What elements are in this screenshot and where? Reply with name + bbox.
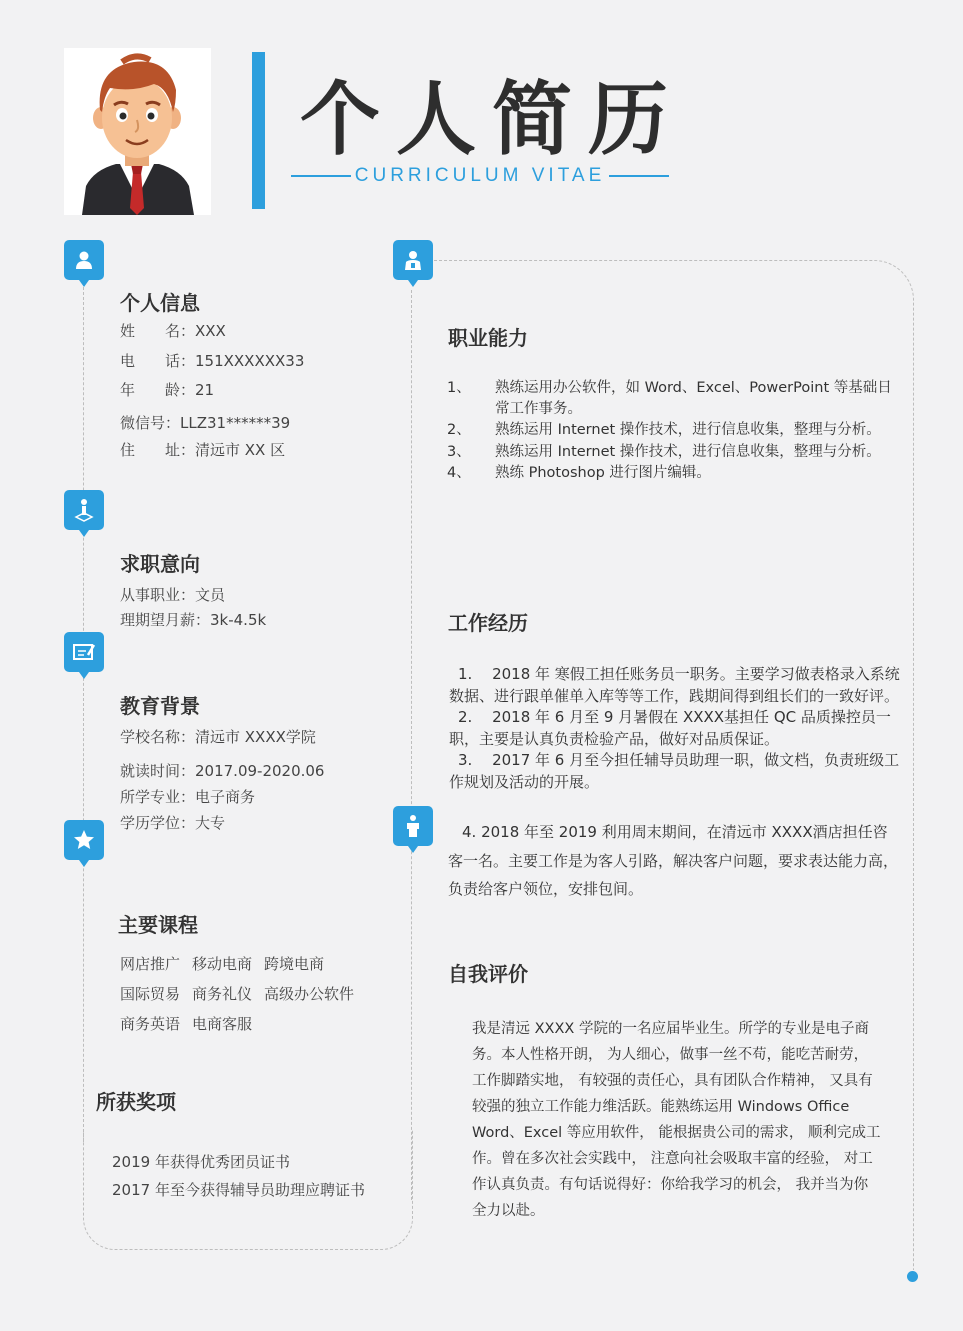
edu-school: 学校名称：清远市 XXXX学院 [120, 728, 316, 746]
course-row [120, 1013, 354, 1034]
work-heading: 工作经历 [448, 611, 528, 635]
page-title: 个人简历 [300, 73, 684, 166]
course-item: 跨境电商 [264, 955, 325, 973]
course-item: 电商客服 [192, 1015, 253, 1033]
info-wechat: 微信号：LLZ31******39 [120, 414, 291, 432]
person-icon [64, 240, 104, 280]
list-item [447, 378, 897, 419]
work-item: 3. 2017 年 6 月至今担任辅导员助理一职，做文档，负责班级工作规划及活动的开展。 [449, 751, 900, 791]
list-text: 熟练运用办公软件，如 Word、Excel、PowerPoint 等基础日常工作事务。 [495, 380, 892, 417]
list-number: 3、 [447, 443, 471, 460]
list-number: 4、 [447, 465, 471, 481]
info-age: 年 龄：21 [120, 381, 215, 399]
education-icon [64, 632, 104, 672]
left-timeline [83, 282, 84, 1142]
info-name: 姓 名：XXX [120, 322, 226, 340]
list-number: 2、 [447, 422, 471, 438]
award-item: 2017 年至今获得辅导员助理应聘证书 [112, 1181, 365, 1199]
abilities-heading: 职业能力 [448, 326, 528, 350]
info-address: 住 址：清远市 XX 区 [120, 441, 286, 459]
work-item: 4. 2018 年至 2019 利用周末期间，在清远市 XXXX酒店担任咨客一名。主要工作是为客人引路，解决客户问题，要求表达能力高，负责给客户领位，安排包间。 [448, 823, 899, 898]
course-item: 国际贸易 [120, 985, 181, 1003]
professional-icon [393, 240, 433, 280]
subtitle-row [291, 165, 669, 187]
title-accent-bar [252, 52, 265, 209]
personal-info-heading: 个人信息 [120, 291, 200, 315]
list-text: 熟练 Photoshop 进行图片编辑。 [495, 465, 711, 481]
list-number: 1、 [447, 380, 471, 396]
center-divider [411, 290, 412, 1200]
intent-job: 从事职业：文员 [120, 586, 226, 604]
star-icon [64, 820, 104, 860]
edu-major: 所学专业：电子商务 [120, 788, 256, 806]
list-text: 熟练运用 Internet 操作技术，进行信息收集，整理与分析。 [495, 443, 881, 460]
work-item: 2. 2018 年 6 月至 9 月暑假在 XXXX基担任 QC 品质操控员一职，主要是认真负责检验产品，做好对品质保证。 [449, 708, 891, 748]
courses-heading: 主要课程 [118, 913, 198, 937]
page-subtitle: CURRICULUM VITAE [354, 165, 606, 186]
abilities-list [447, 378, 897, 485]
list-item [447, 420, 897, 441]
award-item: 2019 年获得优秀团员证书 [112, 1153, 290, 1171]
course-row [120, 983, 354, 1004]
avatar [64, 48, 211, 215]
course-item: 商务礼仪 [192, 985, 253, 1003]
self-eval-heading: 自我评价 [448, 962, 528, 986]
course-row [120, 953, 354, 974]
self-eval-text: 我是清远 XXXX 学院的一名应届毕业生。所学的专业是电子商务。本人性格开朗， 为人细心，做事一丝不苟，能吃苦耐劳， 工作脚踏实地， 有较强的责任心，具有团队合作精神， 又具有较强的独立工作能力维活跃。能熟练运用 Windows Office Word、Excel 等应用软件， 能根据贵公司的需求， 顺利完成工作。曾在多次社会实践中， 注意向社会吸取丰富的经验， 对工作认真负责。有句话说得好：你给我学习的机会， 我并当为你全力以赴。 [472, 1021, 881, 1219]
awards-heading: 所获奖项 [96, 1090, 176, 1114]
work-item: 1. 2018 年 寒假工担任账务员一职务。主要学习做表格录入系统数据、进行跟单催单入库等等工作，践期间得到组长们的一致好评。 [449, 665, 900, 705]
course-list [120, 953, 354, 1034]
job-intent-heading: 求职意向 [120, 552, 200, 576]
course-item: 高级办公软件 [264, 985, 355, 1003]
list-item [447, 442, 897, 463]
subtitle-rule-left [291, 175, 351, 177]
course-item: 移动电商 [192, 955, 253, 973]
course-item: 商务英语 [120, 1015, 181, 1033]
list-text: 熟练运用 Internet 操作技术，进行信息收集，整理与分析。 [495, 422, 881, 438]
timeline-end-dot [907, 1271, 918, 1282]
edu-period: 就读时间：2017.09-2020.06 [120, 762, 325, 780]
education-heading: 教育背景 [120, 694, 200, 718]
course-item: 网店推广 [120, 955, 181, 973]
list-item [447, 463, 897, 484]
edu-degree: 学历学位：大专 [120, 814, 226, 832]
intent-salary: 理期望月薪：3k-4.5k [120, 611, 267, 629]
work-list [449, 664, 901, 793]
work-icon [393, 806, 433, 846]
job-target-icon [64, 490, 104, 530]
avatar-illustration [64, 48, 211, 215]
info-phone: 电 话：151XXXXXX33 [120, 352, 305, 370]
subtitle-rule-right [609, 175, 669, 177]
